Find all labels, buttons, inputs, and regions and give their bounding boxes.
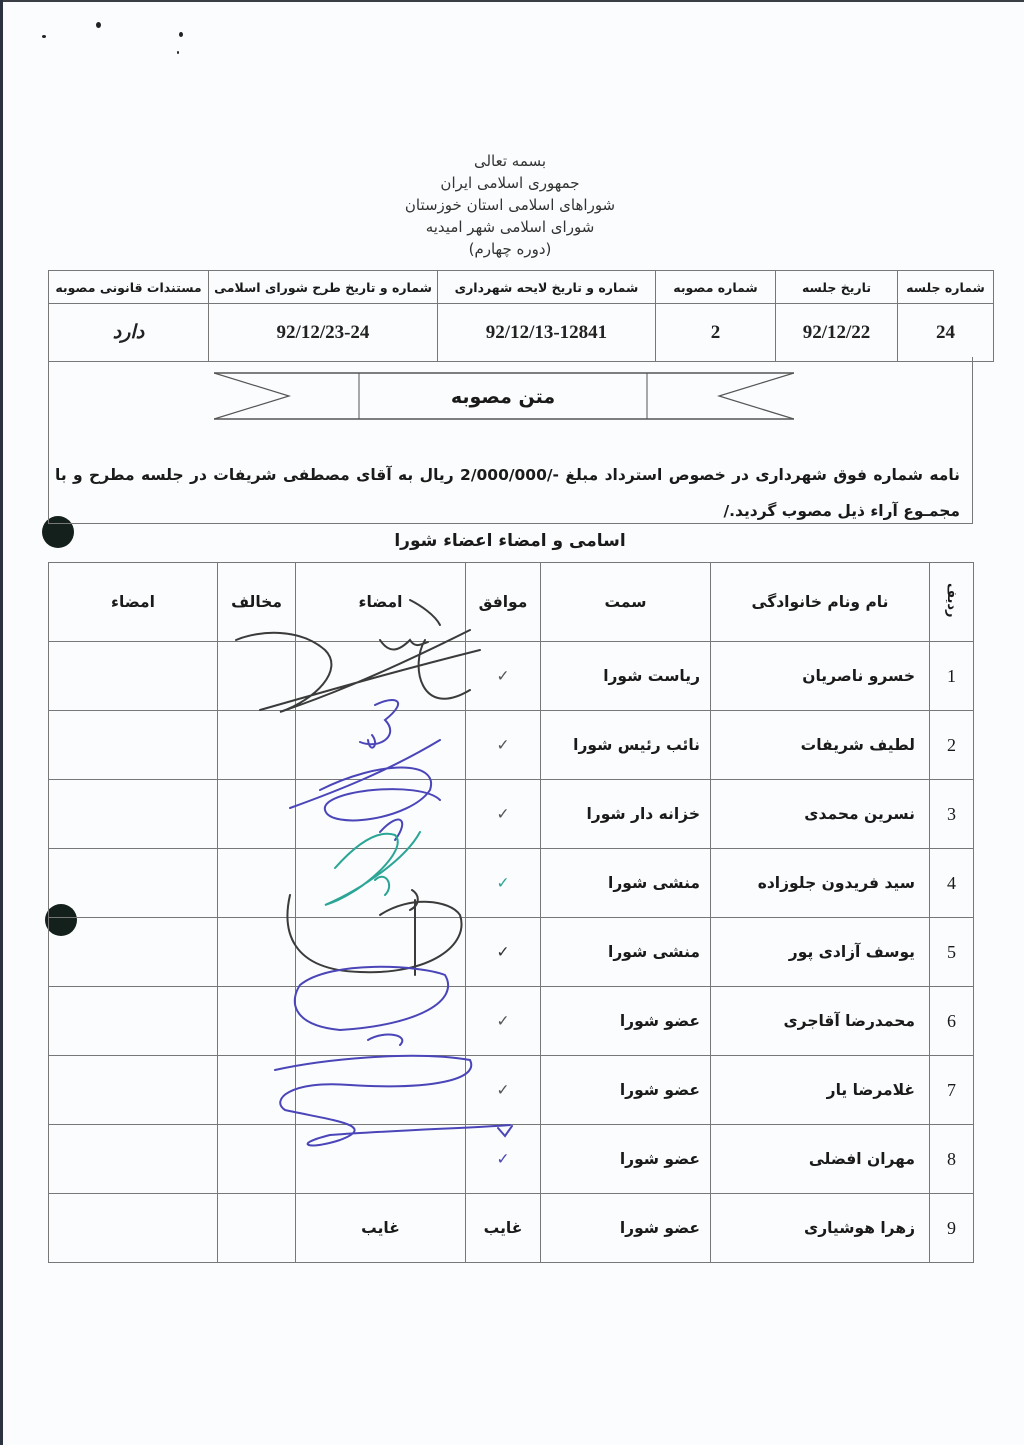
header-legal-documents: مستندات قانونی مصوبه: [49, 271, 209, 304]
header-session-number: شماره جلسه: [898, 271, 994, 304]
agree-check-icon: ✓: [466, 1125, 541, 1194]
members-table: [48, 562, 974, 1263]
header-position: سمت: [541, 563, 711, 642]
member-position: عضو شورا: [541, 987, 711, 1056]
member-disagree-cell: [218, 1194, 296, 1263]
member-name: یوسف آزادی پور: [711, 918, 930, 987]
member-absent-agree: غایب: [466, 1194, 541, 1263]
member-row-number: 5: [930, 918, 974, 987]
member-position: عضو شورا: [541, 1125, 711, 1194]
member-row: [49, 642, 974, 711]
agree-check-icon: ✓: [466, 1056, 541, 1125]
member-row: [49, 1125, 974, 1194]
agree-check-icon: ✓: [466, 849, 541, 918]
session-number: 24: [898, 304, 994, 362]
member-disagree-signature-cell: [49, 711, 218, 780]
agree-check-icon: ✓: [466, 987, 541, 1056]
member-disagree-cell: [218, 918, 296, 987]
member-name: نسرین محمدی: [711, 780, 930, 849]
member-signature-cell: [296, 1056, 466, 1125]
dust-speck: [42, 35, 46, 38]
member-row-number: 6: [930, 987, 974, 1056]
header-name: نام ونام خانوادگی: [711, 563, 930, 642]
council-plan: 92/12/23-24: [209, 304, 438, 362]
member-row-number: 8: [930, 1125, 974, 1194]
member-disagree-cell: [218, 987, 296, 1056]
header-row-number: [930, 563, 974, 642]
scan-edge: [0, 0, 3, 1445]
member-position: منشی شورا: [541, 849, 711, 918]
resolution-text: نامه شماره فوق شهرداری در خصوص استرداد مبلغ -/2/000/000 ریال به آقای مصطفی شریفات در جلسه مطرح و با مجمـوع آراء ذیل مصوب گردید./: [55, 466, 960, 520]
member-disagree-cell: [218, 780, 296, 849]
header-session-date: تاریخ جلسه: [776, 271, 898, 304]
member-row-number: 3: [930, 780, 974, 849]
header-resolution-number: شماره مصوبه: [656, 271, 776, 304]
member-disagree-signature-cell: [49, 780, 218, 849]
letterhead-line: جمهوری اسلامی ایران: [440, 174, 580, 192]
member-disagree-signature-cell: [49, 642, 218, 711]
member-row-number: 2: [930, 711, 974, 780]
member-disagree-signature-cell: [49, 918, 218, 987]
dust-speck: [179, 32, 183, 37]
member-row: [49, 918, 974, 987]
member-signature-cell: [296, 987, 466, 1056]
header-municipality-bill: شماره و تاریخ لایحه شهرداری: [438, 271, 656, 304]
agree-check-icon: ✓: [466, 918, 541, 987]
session-date: 92/12/22: [776, 304, 898, 362]
member-row-number: 9: [930, 1194, 974, 1263]
member-name: محمدرضا آقاجری: [711, 987, 930, 1056]
header-signature-agree: امضاء: [296, 563, 466, 642]
member-disagree-signature-cell: [49, 1125, 218, 1194]
member-disagree-signature-cell: [49, 987, 218, 1056]
header-agree: موافق: [466, 563, 541, 642]
letterhead-line: شورای اسلامی شهر امیدیه: [425, 218, 595, 236]
scan-edge: [0, 0, 1024, 2]
header-signature-disagree: امضاء: [49, 563, 218, 642]
member-signature-cell: [296, 849, 466, 918]
member-position: ریاست شورا: [541, 642, 711, 711]
member-row: [49, 711, 974, 780]
member-disagree-cell: [218, 1056, 296, 1125]
municipality-bill: 92/12/13-12841: [438, 304, 656, 362]
member-absent-signature: غایب: [296, 1194, 466, 1263]
meta-value-row: [49, 304, 994, 362]
member-row: [49, 1194, 974, 1263]
member-disagree-cell: [218, 642, 296, 711]
member-signature-cell: [296, 1125, 466, 1194]
member-row: [49, 987, 974, 1056]
letterhead: [360, 150, 660, 260]
member-disagree-signature-cell: [49, 1056, 218, 1125]
member-disagree-cell: [218, 849, 296, 918]
dust-speck: [177, 51, 179, 54]
resolution-box: [48, 357, 973, 524]
agree-check-icon: ✓: [466, 642, 541, 711]
resolution-number: 2: [656, 304, 776, 362]
agree-check-icon: ✓: [466, 711, 541, 780]
member-position: خزانه دار شورا: [541, 780, 711, 849]
member-row: [49, 780, 974, 849]
member-disagree-cell: [218, 711, 296, 780]
letterhead-line: بسمه تعالی: [473, 152, 547, 170]
member-name: لطیف شریفات: [711, 711, 930, 780]
member-name: سید فریدون جلوزاده: [711, 849, 930, 918]
member-name: مهران افضلی: [711, 1125, 930, 1194]
member-disagree-cell: [218, 1125, 296, 1194]
member-position: عضو شورا: [541, 1194, 711, 1263]
member-signature-cell: [296, 711, 466, 780]
member-row: [49, 1056, 974, 1125]
member-signature-cell: [296, 642, 466, 711]
members-header-row: [49, 563, 974, 642]
member-disagree-signature-cell: [49, 849, 218, 918]
member-position: منشی شورا: [541, 918, 711, 987]
row-number-label: ردیف: [944, 582, 959, 618]
member-row-number: 4: [930, 849, 974, 918]
members-title: اسامی و امضاء اعضاء شورا: [394, 531, 626, 551]
meta-table: [48, 270, 994, 362]
member-row-number: 7: [930, 1056, 974, 1125]
legal-documents-handwritten: دارد: [49, 304, 209, 362]
letterhead-line: (دوره چهارم): [468, 240, 552, 258]
member-signature-cell: [296, 918, 466, 987]
header-disagree: مخالف: [218, 563, 296, 642]
member-row-number: 1: [930, 642, 974, 711]
member-name: غلامرضا یار: [711, 1056, 930, 1125]
member-name: زهرا هوشیاری: [711, 1194, 930, 1263]
resolution-title: متن مصوبه: [450, 386, 556, 408]
member-row: [49, 849, 974, 918]
meta-header-row: [49, 271, 994, 304]
member-position: نائب رئیس شورا: [541, 711, 711, 780]
member-name: خسرو ناصریان: [711, 642, 930, 711]
dust-speck: [96, 22, 101, 28]
header-council-plan: شماره و تاریخ طرح شورای اسلامی: [209, 271, 438, 304]
agree-check-icon: ✓: [466, 780, 541, 849]
member-position: عضو شورا: [541, 1056, 711, 1125]
letterhead-line: شوراهای اسلامی استان خوزستان: [404, 196, 616, 214]
member-signature-cell: [296, 780, 466, 849]
member-disagree-signature-cell: [49, 1194, 218, 1263]
